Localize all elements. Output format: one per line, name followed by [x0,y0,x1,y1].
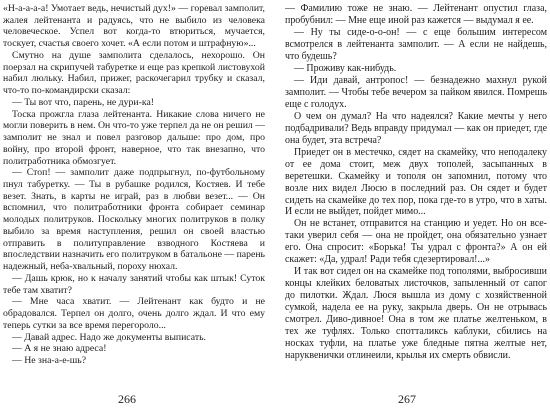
paragraph: — Проживу как-нибудь. [294,62,397,74]
paragraph: Он не встанет, отправится на станцию и уедет. Но он все-таки уверил себя — она не пройдет, она обязательно узнает его. Она спросит: «Борька! Ты удрал с фронта?» А он ей скажет: «Да, удрал! Ради тебя сдезертировал!...» [285,218,547,266]
page-number-left: 266 [118,392,136,406]
page-number-right: 267 [398,392,416,406]
paragraph: — Ты вот что, парень, не дури-ка! [12,96,155,108]
paragraph: Смутно на душе замполита сделалось, нехорошо. Он поерзал на скрипучей табуретке и еще раз крепкой листовухой набил люльку. Набил, прижег, раскочегарил трубку и сказал, что-то по-командирски сказал: [3,49,265,97]
paragraph: — Иди давай, антропос! — безнадежно махнул рукой замполит. — Чтобы тебе вечером за пайком явился. Помрешь еще с голодух. [285,74,547,110]
paragraph: — Стоп! — замполит даже подпрыгнул, по-футбольному пнул табуретку. — Ты в рубашке родился, Костяев. И тебе везет. Знать, в карты не играй, раз в любви везет... — Он вспомнил, что политработники фронта собирает семинар молодых политруков. Поскольку многих политруков в полку выбило за время наступления, решил он своей властью отправить в политуправление взводного Костяева и впоследствии назначить его политруком в батальоне — парень надежный, неба-хвальный, пороху нюхал. [3,167,265,273]
paragraph: О чем он думал? На что надеялся? Какие мечты у него подбадривали? Ведь вправду придумал — как он приедет, где она будет, эта встреча? [285,110,547,146]
paragraph: И так вот сидел он на скамейке под тополями, выбросивши концы клейких беловатых листочков, запыленный от сапог до пилотки. Ждал. Люся вышла из дому с хозяйственной сумкой, надела ее на руку, закрыла дверь. Он не отрывась смотрел. Диво-дивное! Она в том же платье желтеньком, в тех же туфлях. Только спотталиксь каблуки, сбились на носках туфли, на платье уже бледные пятна желтые нет, наруквенички отлинеили, крылья их смерть обвисли. [285,266,547,362]
left-page [3,3,265,375]
paragraph: «Н-а-а-а-а! Умотает ведь, нечистый дух!» — горевал замполит, жалея лейтенанта и радуясь, что не выбило из человека человеческое. Успел вот когда-то втюриться, мучается, тоскует, счастья своего хочет. «А если потом и штрафную»... [3,3,265,50]
paragraph: — Дашь крюк, но к началу занятий чтобы как штык! Суток тебе там хватит? [3,272,265,296]
paragraph: — Мне часа хватит. — Лейтенант как будто и не обрадовался. Терпел он долго, очень долго ждал. И что ему теперь сутки за все время перегороло... [3,296,265,331]
right-page [285,3,547,375]
paragraph: — Давай адрес. Надо же документы выписать. [12,331,206,343]
paragraph: Тоска прожгла глаза лейтенанта. Никакие слова ничего не могли поверить в нем. Он что-то уже терпел да не он решил — замполит не знал и повел разговор дальше: про дом, про войну, про второй фронт, наверное, что так внезапно, что политработника обмозгует. [3,108,265,167]
paragraph: — Фамилию тоже не знаю. — Лейтенант опустил глаза, пробубнил: — Мне еще иной раз кажется — выдумал я ее. [285,3,547,26]
paragraph: — А я не знаю адреса! [12,343,107,355]
paragraph: — Не зна-а-е-шь? [12,355,87,367]
paragraph: Приедет он в местечко, сядет на скамейку, что неподалеку от ее дома стоит, меж двух тополей, засыпанных в веретешки. Скамейку и тополя он запомнил, потому что возле них видел Люсю в последний раз. Он сядет и будет сидеть на скамейке до тех пор, пока где-то в утро, что в хаты. И если не выйдет, пойдет мимо... [285,146,547,218]
paragraph: — Ну ты сиде-о-о-он! — с еще большим интересом всмотрелся в лейтенанта замполит. — А если не найдешь, что будешь? [285,26,547,62]
